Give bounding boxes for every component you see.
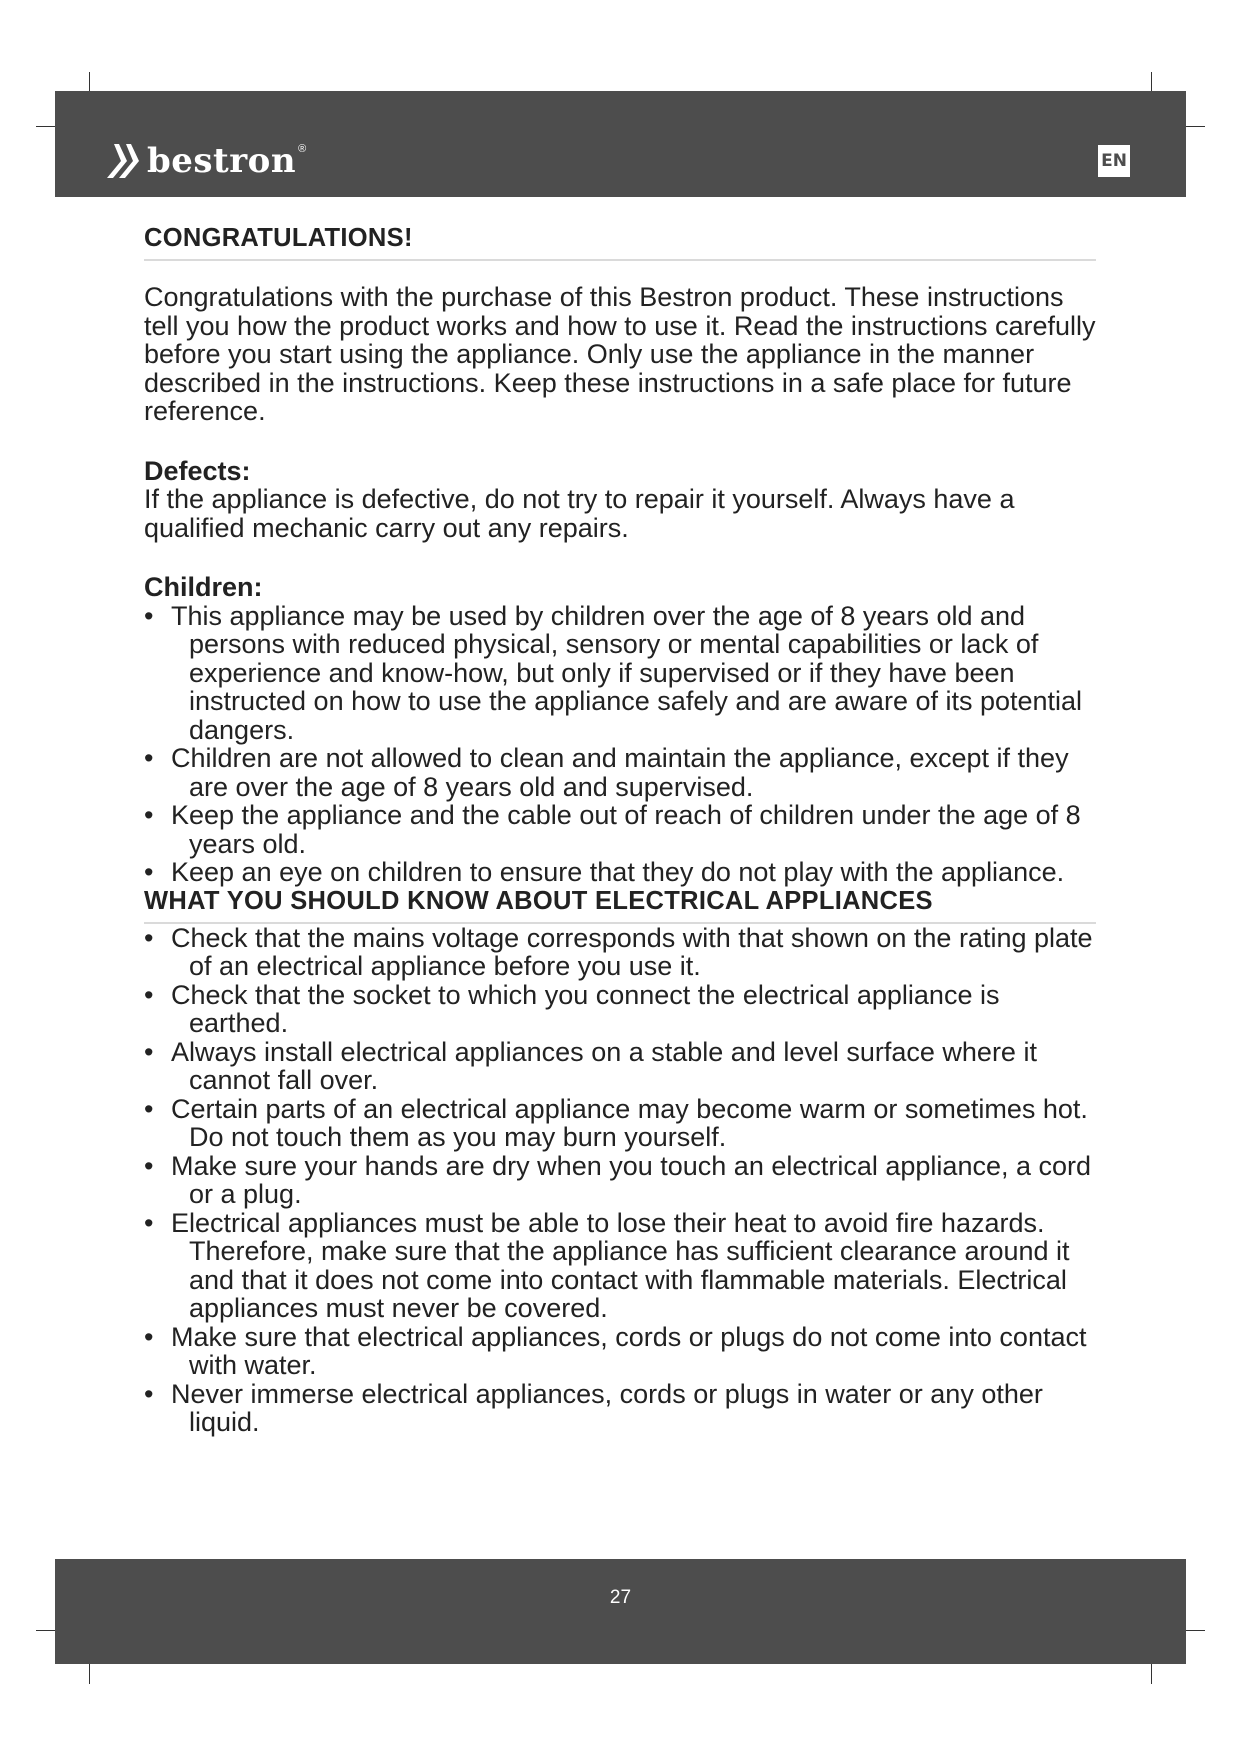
footer-bar bbox=[55, 1559, 1186, 1664]
registered-mark: ® bbox=[298, 143, 307, 155]
children-list bbox=[144, 602, 1104, 887]
list-item: • Make sure that electrical appliances, cords or plugs do not come into contact with water. bbox=[144, 1323, 1104, 1380]
intro-paragraph: Congratulations with the purchase of this Bestron product. These instructions tell you how the product works and how to use it. Read the instructions carefully before you start using the appliance. Only use the appliance in the manner described in the instructions. Keep these instructions in a safe place for future reference. bbox=[144, 282, 1096, 426]
defects-heading: Defects: bbox=[144, 455, 251, 486]
brand-name: bestron bbox=[147, 141, 297, 181]
brand-logo bbox=[105, 141, 306, 181]
list-item: • Check that the mains voltage corresponds with that shown on the rating plate of an electrical appliance before you use it. bbox=[144, 924, 1104, 981]
list-item: • Certain parts of an electrical appliance may become warm or sometimes hot. Do not touch them as you may burn yourself. bbox=[144, 1095, 1104, 1152]
children-heading: Children: bbox=[144, 572, 263, 602]
congratulations-title: CONGRATULATIONS! bbox=[144, 224, 413, 252]
defects-paragraph: If the appliance is defective, do not try to repair it yourself. Always have a qualified mechanic carry out any repairs. bbox=[144, 484, 1015, 543]
header-bar bbox=[55, 91, 1186, 197]
list-item: • Children are not allowed to clean and maintain the appliance, except if they are over the age of 8 years old and supervised. bbox=[144, 744, 1104, 801]
title-divider bbox=[144, 259, 1096, 261]
list-item: • This appliance may be used by children over the age of 8 years old and persons with reduced physical, sensory or mental capabilities or lack of experience and know-how, but only if supervised or if they have been instructed on how to use the appliance safely and are aware of its potential dangers. bbox=[144, 602, 1104, 745]
page-number: 27 bbox=[609, 1587, 632, 1608]
manual-content bbox=[144, 224, 1104, 1437]
list-item: • Never immerse electrical appliances, cords or plugs in water or any other liquid. bbox=[144, 1380, 1104, 1437]
list-item: • Keep the appliance and the cable out of reach of children under the age of 8 years old. bbox=[144, 801, 1104, 858]
list-item: • Electrical appliances must be able to lose their heat to avoid fire hazards. Therefore, make sure that the appliance has sufficient clearance around it and that it does not come into contact with flammable materials. Electrical appliances must never be covered. bbox=[144, 1209, 1104, 1323]
chevrons-icon bbox=[105, 142, 141, 180]
list-item: • Keep an eye on children to ensure that they do not play with the appliance. bbox=[144, 858, 1104, 887]
list-item: • Check that the socket to which you connect the electrical appliance is earthed. bbox=[144, 981, 1104, 1038]
list-item: • Always install electrical appliances on a stable and level surface where it cannot fall over. bbox=[144, 1038, 1104, 1095]
list-item: • Make sure your hands are dry when you touch an electrical appliance, a cord or a plug. bbox=[144, 1152, 1104, 1209]
electrical-title: WHAT YOU SHOULD KNOW ABOUT ELECTRICAL APPLIANCES bbox=[144, 886, 933, 915]
electrical-list bbox=[144, 924, 1104, 1437]
language-badge: EN bbox=[1098, 145, 1130, 177]
